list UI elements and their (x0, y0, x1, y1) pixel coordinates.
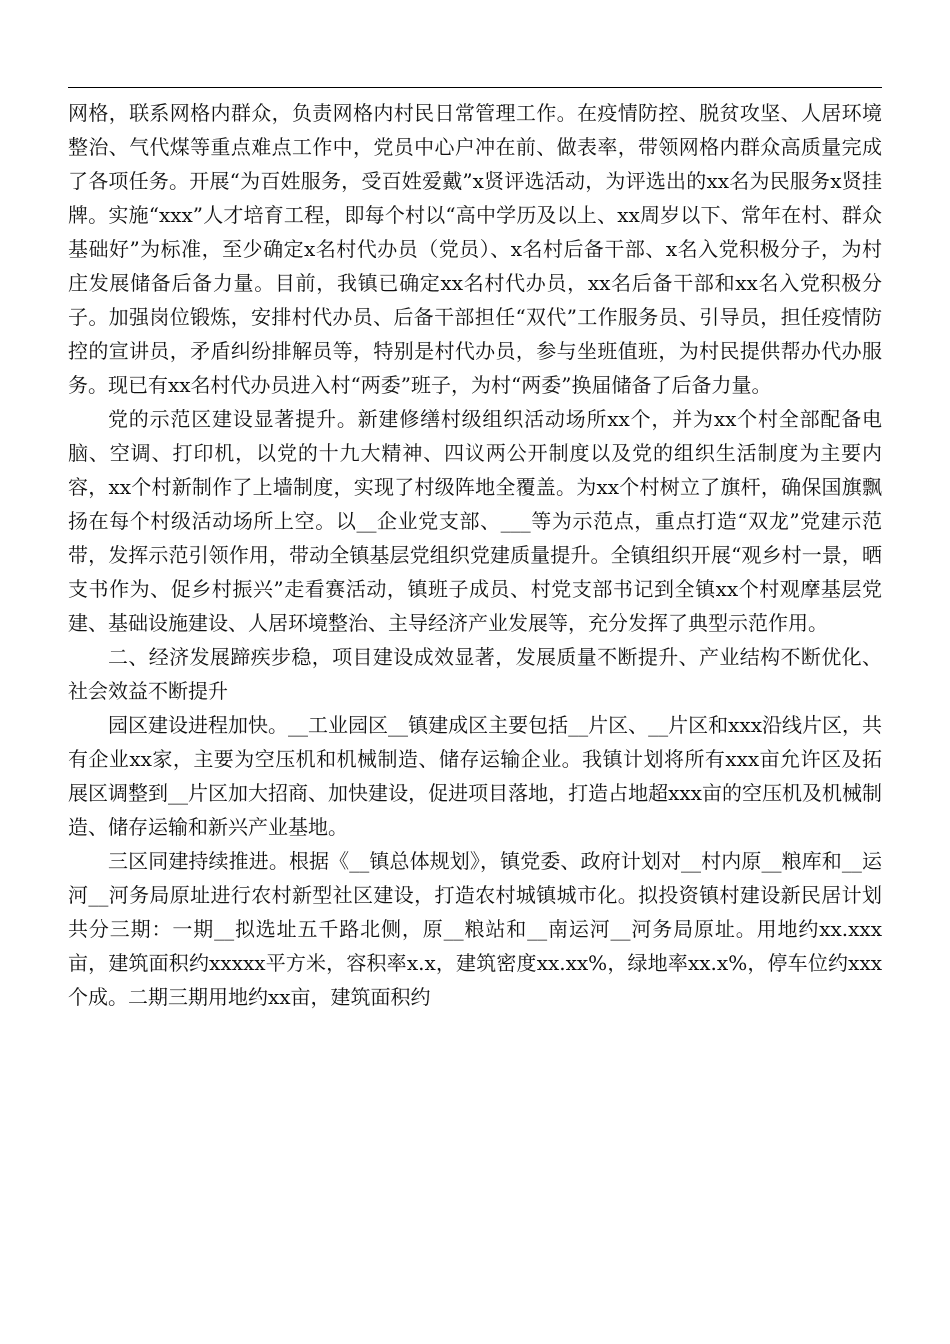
header-rule (68, 87, 882, 88)
document-page (68, 0, 882, 1344)
section-heading-economy: 二、经济发展蹄疾步稳，项目建设成效显著，发展质量不断提升、产业结构不断优化、社会效益不断提升 (68, 645, 882, 703)
paragraph-industrial-park: 园区建设进程加快。__工业园区__镇建成区主要包括__片区、__片区和xxx沿线片区，共有企业xx家，主要为空压机和机械制造、储存运输企业。我镇计划将所有xxx亩允许区及拓展区调整到__片区加大招商、加快建设，促进项目落地，打造占地超xxx亩的空压机及机械制造、储存运输和新兴产业基地。 (68, 713, 882, 839)
paragraph-grid-management: 网格，联系网格内群众，负责网格内村民日常管理工作。在疫情防控、脱贫攻坚、人居环境整治、气代煤等重点难点工作中，党员中心户冲在前、做表率，带领网格内群众高质量完成了各项任务。开展“为百姓服务，受百姓爱戴”x贤评选活动，为评选出的xx名为民服务x贤挂牌。实施“xxx”人才培育工程，即每个村以“高中学历及以上、xx周岁以下、常年在村、群众基础好”为标准，至少确定x名村代办员（党员）、x名村后备干部、x名入党积极分子，为村庄发展储备后备力量。目前，我镇已确定xx名村代办员，xx名后备干部和xx名入党积极分子。加强岗位锻炼，安排村代办员、后备干部担任“双代”工作服务员、引导员，担任疫情防控的宣讲员，矛盾纠纷排解员等，特别是村代办员，参与坐班值班，为村民提供帮办代办服务。现已有xx名村代办员进入村“两委”班子，为村“两委”换届储备了后备力量。 (68, 101, 882, 397)
paragraph-three-zones: 三区同建持续推进。根据《__镇总体规划》，镇党委、政府计划对__村内原__粮库和__运河__河务局原址进行农村新型社区建设，打造农村城镇城市化。拟投资镇村建设新民居计划共分三期：一期__拟选址五千路北侧，原__粮站和__南运河__河务局原址。用地约xx.xxx亩，建筑面积约xxxxx平方米，容积率x.x，建筑密度xx.xx%，绿地率xx.x%，停车位约xxx个成。二期三期用地约xx亩，建筑面积约 (68, 849, 882, 1009)
document-body (68, 96, 882, 1014)
paragraph-demonstration-area: 党的示范区建设显著提升。新建修缮村级组织活动场所xx个，并为xx个村全部配备电脑、空调、打印机，以党的十九大精神、四议两公开制度以及党的组织生活制度为主要内容，xx个村新制作了上墙制度，实现了村级阵地全覆盖。为xx个村树立了旗杆，确保国旗飘扬在每个村级活动场所上空。以__企业党支部、___等为示范点，重点打造“双龙”党建示范带，发挥示范引领作用，带动全镇基层党组织党建质量提升。全镇组织开展“观乡村一景，晒支书作为、促乡村振兴”走看赛活动，镇班子成员、村党支部书记到全镇xx个村观摩基层党建、基础设施建设、人居环境整治、主导经济产业发展等，充分发挥了典型示范作用。 (68, 407, 882, 635)
